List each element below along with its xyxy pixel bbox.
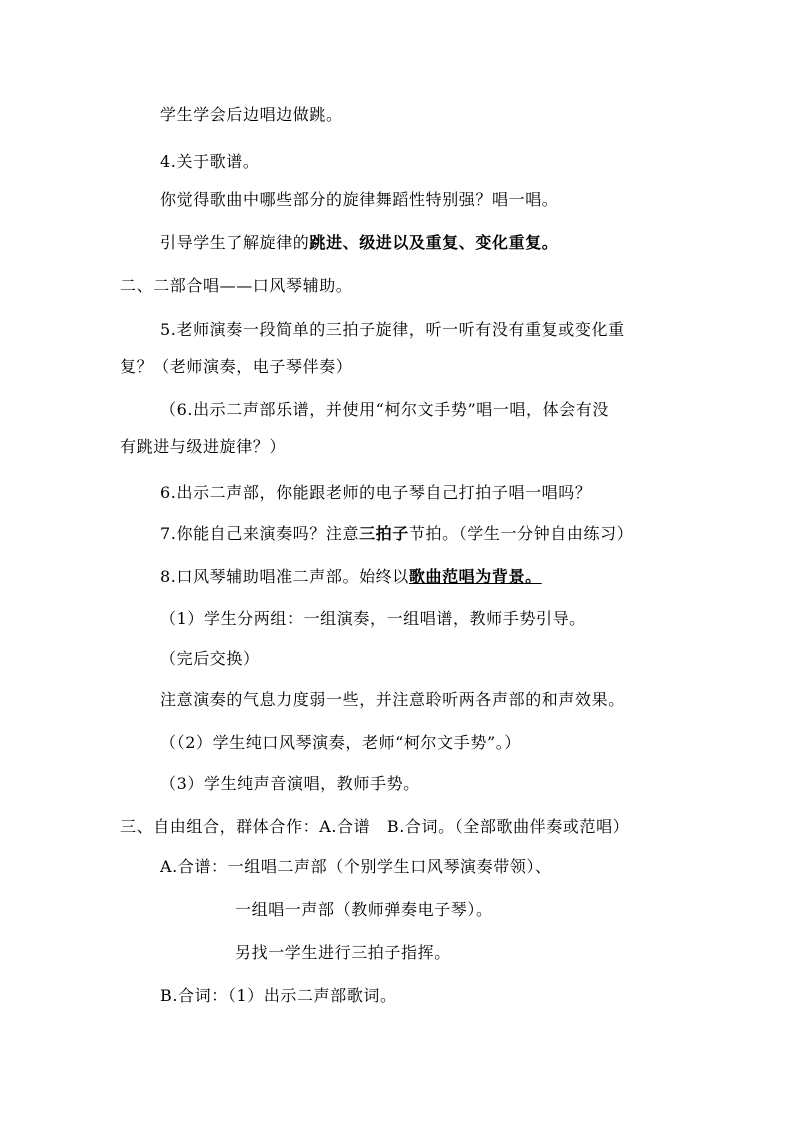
text-line-8 bbox=[160, 400, 609, 420]
text-segment: 引导学生了解旋律的 bbox=[160, 233, 310, 252]
text-segment: A.合谱：一组唱二声部（个别学生口风琴演奏带领）、 bbox=[160, 857, 552, 876]
text-line-20 bbox=[235, 900, 493, 920]
text-segment: 你觉得歌曲中哪些部分的旋律舞蹈性特别强？唱一唱。 bbox=[160, 190, 559, 209]
text-segment: （（2）学生纯口风琴演奏，老师“柯尔文手势”。） bbox=[160, 733, 521, 752]
bold-text: 跳进、级进以及重复、变化重复。 bbox=[309, 233, 559, 252]
text-line-3 bbox=[160, 190, 558, 210]
text-line-13 bbox=[160, 609, 586, 629]
text-segment: 有跳进与级进旋律？） bbox=[120, 437, 287, 456]
text-segment: 复？（老师演奏，电子琴伴奏） bbox=[120, 357, 353, 376]
section-heading-2 bbox=[120, 276, 352, 296]
text-segment: 三、自由组合，群体合作：A.合谱 B.合词。（全部歌曲伴奏或范唱） bbox=[120, 817, 630, 836]
text-line-9 bbox=[120, 437, 286, 457]
text-segment: 一组唱一声部（教师弹奏电子琴）。 bbox=[235, 900, 493, 919]
text-line-11 bbox=[160, 524, 633, 544]
bold-text: 三拍子 bbox=[359, 524, 409, 543]
text-line-15 bbox=[160, 690, 625, 710]
text-line-4 bbox=[160, 233, 558, 253]
text-segment: 5.老师演奏一段简单的三拍子旋律，听一听有没有重复或变化重 bbox=[160, 320, 625, 339]
text-line-22 bbox=[160, 986, 397, 1006]
text-line-17 bbox=[160, 774, 420, 794]
text-segment: （6.出示二声部乐谱，并使用“柯尔文手势”唱一唱，体会有没 bbox=[160, 400, 610, 419]
text-segment: B.合词：（1）出示二声部歌词。 bbox=[160, 986, 397, 1005]
text-line-19 bbox=[160, 857, 552, 877]
text-segment: （完后交换） bbox=[160, 649, 260, 668]
underlined-bold-text: 歌曲范唱为背景。 bbox=[408, 567, 542, 586]
text-segment: 学生学会后边唱边做跳。 bbox=[160, 105, 343, 124]
text-segment: （1）学生分两组：一组演奏，一组唱谱，教师手势引导。 bbox=[160, 609, 586, 628]
text-segment: 4.关于歌谱。 bbox=[160, 152, 260, 171]
text-line-14 bbox=[160, 649, 260, 669]
section-heading-3 bbox=[120, 817, 629, 837]
text-segment: 8.口风琴辅助唱准二声部。始终以 bbox=[160, 567, 409, 586]
text-segment: 6.出示二声部，你能跟老师的电子琴自己打拍子唱一唱吗？ bbox=[160, 483, 592, 502]
text-line-6 bbox=[160, 320, 625, 340]
text-segment: 节拍。（学生一分钟自由练习） bbox=[408, 524, 634, 543]
text-line-16 bbox=[160, 733, 521, 753]
text-segment: 另找一学生进行三拍子指挥。 bbox=[235, 943, 451, 962]
text-line-2 bbox=[160, 152, 259, 172]
text-segment: （3）学生纯声音演唱，教师手势。 bbox=[160, 774, 420, 793]
text-segment: 注意演奏的气息力度弱一些，并注意聆听两各声部的和声效果。 bbox=[160, 690, 625, 709]
text-line-12 bbox=[160, 567, 542, 587]
text-line-10 bbox=[160, 483, 591, 503]
text-line-7 bbox=[120, 357, 352, 377]
text-segment: 二、二部合唱——口风琴辅助。 bbox=[120, 276, 353, 295]
text-segment: 7.你能自己来演奏吗？注意 bbox=[160, 524, 360, 543]
text-line-1 bbox=[160, 105, 343, 125]
text-line-21 bbox=[235, 943, 451, 963]
